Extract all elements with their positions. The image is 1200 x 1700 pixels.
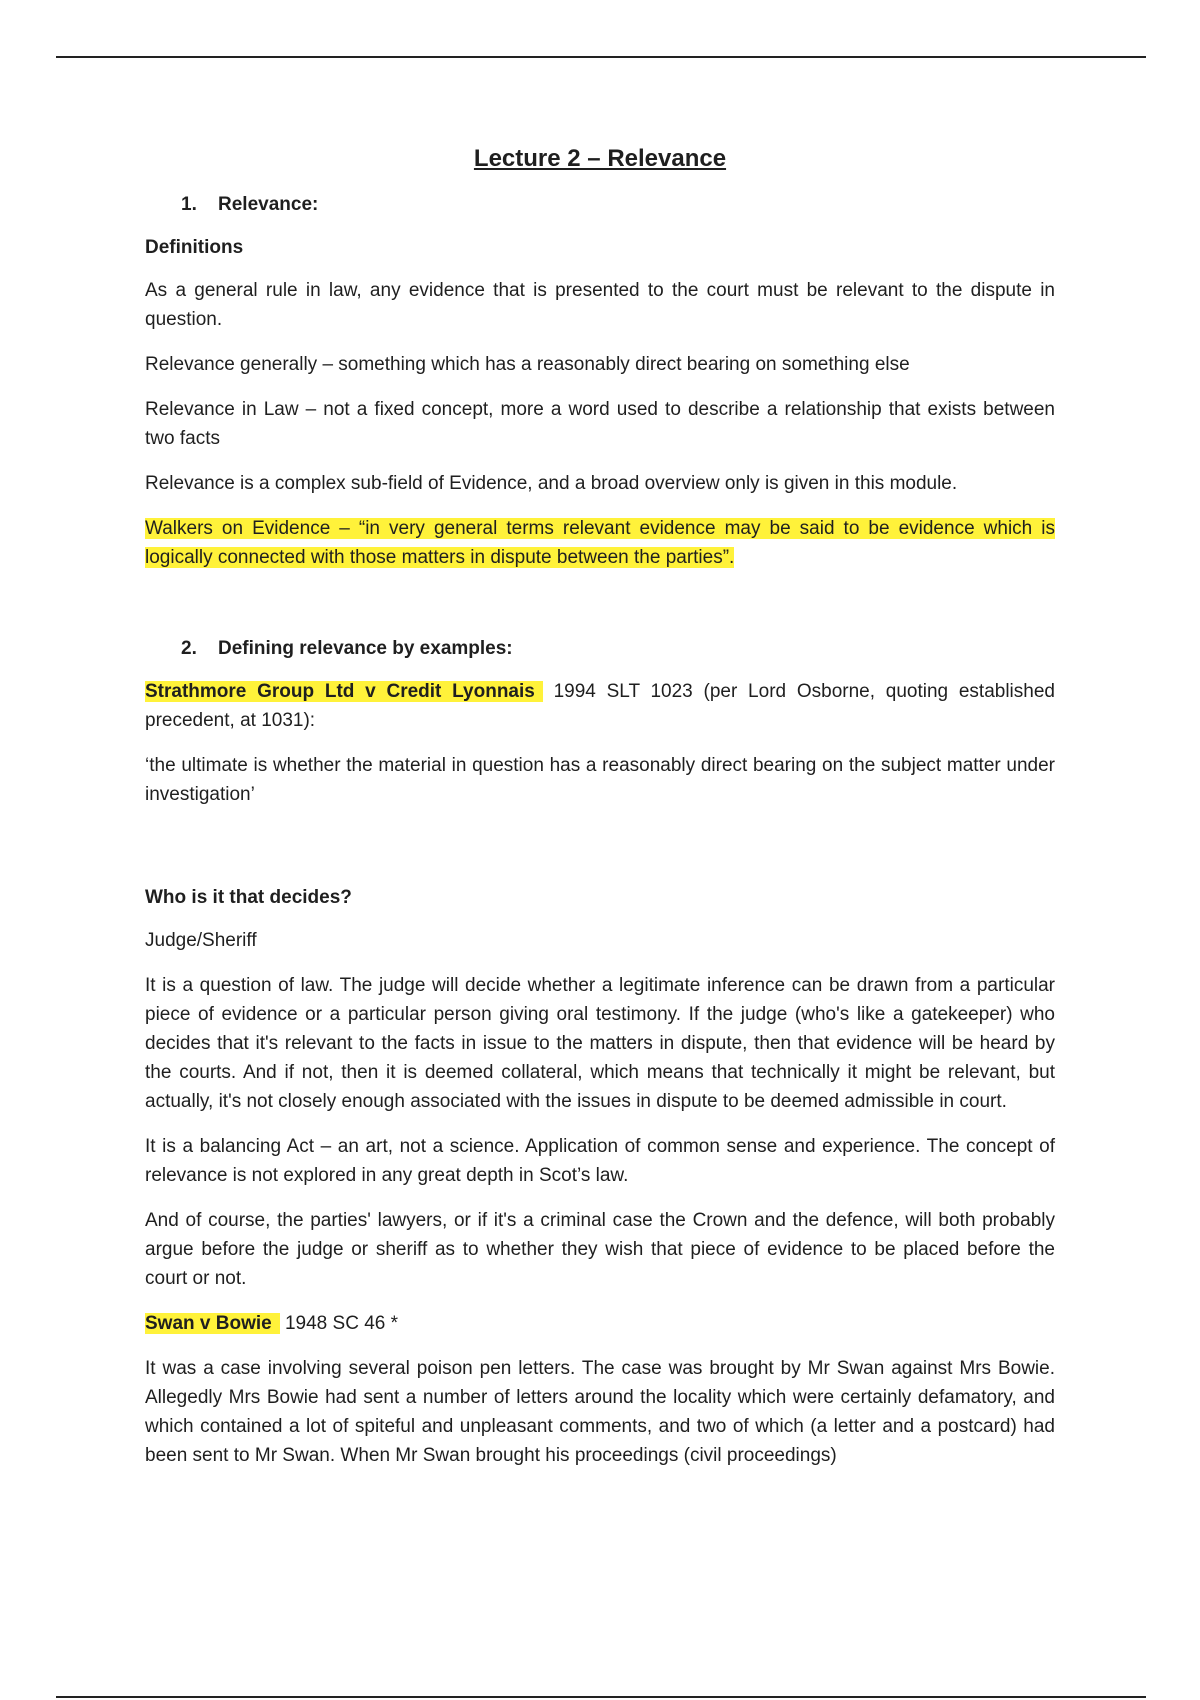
paragraph-balancing-act: It is a balancing Act – an art, not a science. Application of common sense and experience. The concept of relevance is not explored in any great depth in Scot’s law. (145, 1136, 1055, 1186)
swan-citation: 1948 SC 46 * (279, 1313, 399, 1334)
strathmore-citation: 1994 SLT 1023 (per Lord Osborne, quoting established precedent, at 1031): (145, 681, 1055, 731)
paragraph-relevance-generally: Relevance generally – something which has a reasonably direct bearing on something else (145, 354, 910, 375)
who-decides-heading: Who is it that decides? (145, 887, 352, 908)
document-page (145, 142, 1055, 1486)
footer-rule (56, 1696, 1146, 1698)
strathmore-case-paragraph (145, 677, 1055, 735)
paragraph-complex-subfield: Relevance is a complex sub-field of Evidence, and a broad overview only is given in this module. (145, 473, 958, 494)
section-title: Defining relevance by examples: (218, 638, 513, 659)
paragraph-general-rule: As a general rule in law, any evidence that is presented to the court must be relevant to the dispute in question. (145, 280, 1055, 330)
section-number: 1. (181, 194, 197, 215)
paragraph-poison-pen: It was a case involving several poison pen letters. The case was brought by Mr Swan against Mrs Bowie. Allegedly Mrs Bowie had sent a number of letters around the locality which were certainly defamatory, and which contained a lot of spiteful and unpleasant comments, and two of which (a letter and a postcard) had been sent to Mr Swan. When Mr Swan brought his proceedings (civil proceedings) (145, 1358, 1055, 1466)
strathmore-case-name: Strathmore Group Ltd v Credit Lyonnais (145, 681, 543, 702)
swan-case-name: Swan v Bowie (145, 1313, 280, 1334)
strathmore-quote: ‘the ultimate is whether the material in question has a reasonably direct bearing on the subject matter under investigation’ (145, 755, 1055, 805)
page-title: Lecture 2 – Relevance (473, 145, 727, 172)
section-title: Relevance: (218, 194, 319, 215)
section-number: 2. (181, 638, 197, 659)
paragraph-question-of-law: It is a question of law. The judge will decide whether a legitimate inference can be drawn from a particular piece of evidence or a particular person giving oral testimony. If the judge (who's like a gatekeeper) who decides that it's relevant to the facts in issue to the matters in dispute, then that evidence will be heard by the courts. And if not, then it is deemed collateral, which means that technically it might be relevant, but actually, it's not closely enough associated with the issues in dispute to be deemed admissible in court. (145, 975, 1055, 1112)
definitions-heading: Definitions (145, 237, 244, 258)
paragraph-parties-lawyers: And of course, the parties' lawyers, or if it's a criminal case the Crown and the defence, will both probably argue before the judge or sheriff as to whether they wish that piece of evidence to be placed before the court or not. (145, 1210, 1055, 1289)
judge-sheriff-line: Judge/Sheriff (145, 930, 257, 951)
swan-case-paragraph (145, 1309, 1055, 1338)
header-rule (56, 56, 1146, 58)
walkers-quote-paragraph (145, 514, 1055, 572)
walkers-quote-highlight: Walkers on Evidence – “in very general terms relevant evidence may be said to be evidence which is logically connected with those matters in dispute between the parties”. (145, 518, 1055, 568)
section-heading-examples (181, 634, 1055, 663)
section-heading-relevance (181, 190, 1055, 219)
paragraph-relevance-in-law: Relevance in Law – not a fixed concept, more a word used to describe a relationship that exists between two facts (145, 399, 1055, 449)
